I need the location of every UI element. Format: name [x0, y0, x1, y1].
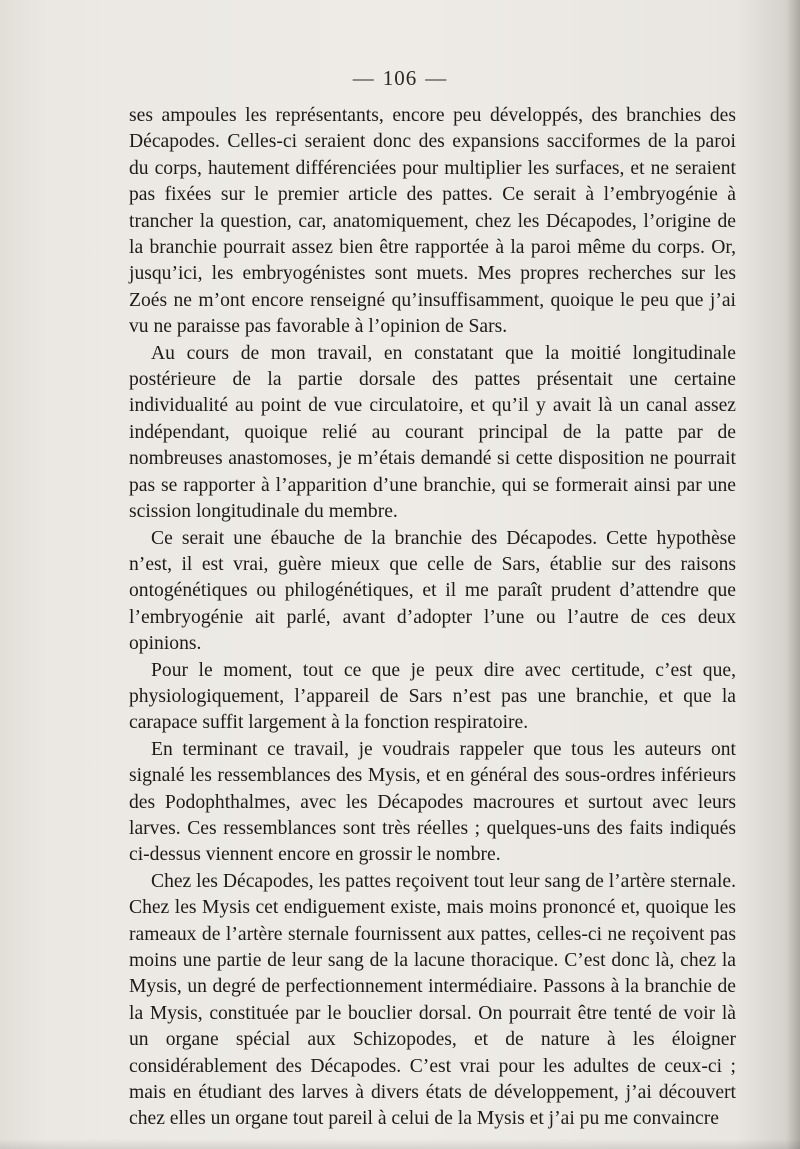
paragraph-5: En terminant ce travail, je voudrais rappeler que tous les auteurs ont signalé les ressemblances des Mysis, et en général des sous-ordres inférieurs des Podophthalmes, avec les Décapodes macroures et surtout avec leurs larves. Ces ressemblances sont très réelles ; quelques-uns des faits indiqués ci-dessus viennent encore en grossir le nombre. [129, 738, 736, 866]
paragraph-4: Pour le moment, tout ce que je peux dire avec certitude, c’est que, physiologiquement, l’appareil de Sars n’est pas une branchie, et que la carapace suffit largement à la fonction respiratoire. [129, 659, 736, 734]
paragraph-2: Au cours de mon travail, en constatant que la moitié longitudinale postérieure de la partie dorsale des pattes présentait une certaine individualité au point de vue circulatoire, et qu’il y avait là un canal assez indépendant, quoique relié au courant principal de la patte par de nombreuses anastomoses, je m’étais demandé si cette disposition ne pourrait pas se rapporter à l’apparition d’une branchie, qui se formerait ainsi par une scission longitudinale du membre. [129, 342, 736, 523]
right-dash: — [425, 66, 448, 90]
paragraph-1: ses ampoules les représentants, encore peu développés, des branchies des Décapodes. Celles-ci seraient donc des expansions sacciformes de la paroi du corps, hautement différenciées pour multiplier les surfaces, et ne seraient pas fixées sur le premier article des pattes. Ce serait à l’embryogénie à trancher la question, car, anatomiquement, chez les Décapodes, l’origine de la branchie pourrait assez bien être rapportée à la paroi même du corps. Or, jusqu’ici, les embryogénistes sont muets. Mes propres recherches sur les Zoés ne m’ont encore renseigné qu’insuffisamment, quoique le peu que j’ai vu ne paraisse pas favorable à l’opinion de Sars. [129, 105, 736, 338]
paragraph-3: Ce serait une ébauche de la branchie des Décapodes. Cette hypothèse n’est, il est vrai, guère mieux que celle de Sars, établie sur des raisons ontogénétiques ou philogénétiques, et il me paraît prudent d’attendre que l’embryogénie ait parlé, avant d’adopter l’une ou l’autre de ces deux opinions. [129, 527, 736, 655]
page-bottom-shadow [0, 1139, 800, 1149]
page-number: 106 [382, 66, 418, 90]
page-edge-shadow [786, 0, 800, 1149]
paragraph-6: Chez les Décapodes, les pattes reçoivent tout leur sang de l’artère sternale. Chez les Mysis cet endiguement existe, mais moins prononcé et, quoique les rameaux de l’artère sternale fournissent aux pattes, celles-ci ne reçoivent pas moins une partie de leur sang de la lacune thoracique. C’est donc là, chez la Mysis, un degré de perfectionnement intermédiaire. Passons à la branchie de la Mysis, constituée par le bouclier dorsal. On pourrait être tenté de voir là un organe spécial aux Schizopodes, et de nature à les éloigner considérablement des Décapodes. C’est vrai pour les adultes de ceux-ci ; mais en étudiant des larves à divers états de développement, j’ai découvert chez elles un organe tout pareil à celui de la Mysis et j’ai pu me convaincre [129, 870, 736, 1130]
left-dash: — [352, 66, 375, 90]
body-text [129, 103, 736, 1133]
page-number-header [0, 66, 800, 91]
